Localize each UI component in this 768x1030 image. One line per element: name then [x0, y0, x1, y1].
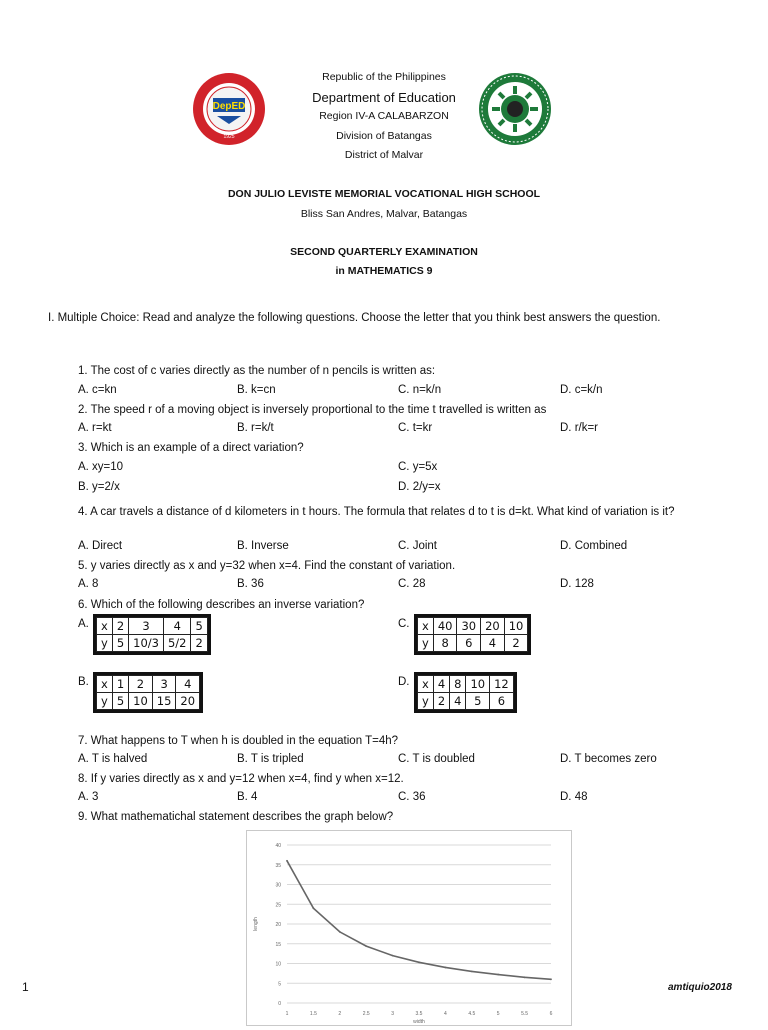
q7-option-b: B. T is tripled: [237, 753, 304, 765]
table-cell: x: [97, 676, 113, 693]
school-name: DON JULIO LEVISTE MEMORIAL VOCATIONAL HIGH SCHOOL: [227, 188, 541, 200]
table-cell: y: [97, 635, 113, 652]
table-cell: 5: [191, 618, 207, 635]
question-3: 3. Which is an example of a direct variation?: [78, 442, 304, 454]
data-point: [286, 860, 288, 862]
table-cell: 2: [191, 635, 207, 652]
table-cell: 5/2: [163, 635, 191, 652]
question-2: 2. The speed r of a moving object is inversely proportional to the time t travelled is written as: [78, 404, 547, 416]
q6-label-b: B.: [78, 676, 89, 688]
table-cell: x: [97, 618, 113, 635]
q2-option-d: D. r/k=r: [560, 422, 599, 434]
q6-label-c: C.: [398, 618, 410, 630]
question-1: 1. The cost of c varies directly as the number of n pencils is written as:: [78, 365, 436, 377]
question-8: 8. If y varies directly as x and y=12 when x=4, find y when x=12.: [78, 773, 404, 785]
table-cell: y: [418, 635, 434, 652]
data-point: [524, 976, 526, 978]
table-cell: 4: [176, 676, 200, 693]
q6-label-d: D.: [398, 676, 410, 688]
q2-option-a: A. r=kt: [78, 422, 112, 434]
y-tick-label: 10: [275, 961, 281, 968]
data-point: [550, 978, 552, 980]
q5-option-d: D. 128: [560, 578, 594, 590]
q3-option-d: D. 2/y=x: [398, 481, 441, 493]
x-tick-label: 2: [338, 1011, 342, 1017]
x-tick-label: 2.5: [362, 1011, 370, 1017]
table-cell: 4: [450, 693, 466, 710]
seal-left-year: 1925: [223, 134, 235, 140]
question-6: 6. Which of the following describes an inverse variation?: [78, 599, 365, 611]
q5-option-c: C. 28: [398, 578, 426, 590]
question-7: 7. What happens to T when h is doubled in the equation T=4h?: [78, 735, 399, 747]
table-cell: 5: [112, 635, 128, 652]
table-cell: y: [97, 693, 113, 710]
republic-text: Republic of the Philippines: [322, 71, 446, 83]
y-tick-label: 20: [275, 922, 281, 928]
q8-option-a: A. 3: [78, 791, 99, 803]
data-point: [418, 961, 420, 963]
table-cell: 10: [129, 693, 153, 710]
table-cell: 15: [152, 693, 176, 710]
table-cell: 2: [504, 635, 528, 652]
district-text: District of Malvar: [344, 149, 424, 161]
q8-option-b: B. 4: [237, 791, 258, 803]
table-cell: 12: [490, 676, 514, 693]
q1-option-b: B. k=cn: [237, 384, 276, 396]
q4-option-a: A. Direct: [78, 540, 123, 552]
data-point: [365, 945, 367, 947]
x-tick-label: 1: [285, 1011, 289, 1017]
table-cell: x: [418, 676, 434, 693]
table-cell: 2: [433, 693, 449, 710]
q4-option-d: D. Combined: [560, 540, 628, 552]
q3-option-c: C. y=5x: [398, 461, 438, 473]
q6-table-a: [93, 614, 211, 655]
data-point: [445, 967, 447, 969]
q5-option-a: A. 8: [78, 578, 99, 590]
table-cell: 6: [490, 693, 514, 710]
q6-table-d: [414, 672, 517, 713]
q6-label-a: A.: [78, 618, 89, 630]
q5-option-b: B. 36: [237, 578, 264, 590]
y-tick-label: 35: [275, 862, 281, 869]
table-cell: y: [418, 693, 434, 710]
table-cell: x: [418, 618, 434, 635]
table-cell: 20: [481, 618, 505, 635]
y-tick-label: 25: [275, 902, 281, 909]
line-chart: [247, 831, 571, 1025]
school-address: Bliss San Andres, Malvar, Batangas: [300, 208, 468, 220]
table-cell: 40: [433, 618, 457, 635]
q6-table-c: [414, 614, 531, 655]
y-tick-label: 15: [275, 941, 281, 948]
department-text: Department of Education: [312, 89, 456, 105]
q2-option-b: B. r=k/t: [237, 422, 274, 434]
q3-option-a: A. xy=10: [78, 461, 124, 473]
y-tick-label: 0: [278, 1001, 281, 1007]
table-cell: 1: [112, 676, 128, 693]
q1-option-a: A. c=kn: [78, 384, 117, 396]
q7-option-a: A. T is halved: [78, 753, 148, 765]
q7-option-c: C. T is doubled: [398, 753, 475, 765]
table-cell: 30: [457, 618, 481, 635]
table-cell: 4: [163, 618, 191, 635]
x-tick-label: 5: [496, 1011, 500, 1017]
exam-title: SECOND QUARTERLY EXAMINATION: [290, 246, 478, 258]
y-tick-label: 5: [278, 981, 281, 988]
division-text: Division of Batangas: [336, 129, 432, 142]
q6-table-b: [93, 672, 203, 713]
y-tick-label: 40: [275, 843, 281, 849]
table-cell: 10: [504, 618, 528, 635]
table-cell: 3: [152, 676, 176, 693]
q4-option-c: C. Joint: [398, 540, 437, 552]
data-point: [497, 974, 499, 976]
x-tick-label: 3.5: [415, 1011, 423, 1017]
table-cell: 5: [466, 693, 490, 710]
page-number: 1: [22, 980, 29, 994]
q3-option-b: B. y=2/x: [78, 481, 120, 493]
x-axis-label: width: [413, 1019, 425, 1025]
q2-option-c: C. t=kr: [398, 422, 433, 434]
q1-option-c: C. n=k/n: [398, 384, 442, 396]
data-point: [392, 955, 394, 957]
question-4: 4. A car travels a distance of d kilometers in t hours. The formula that relates d to t is d=kt. What kind of variation is it?: [78, 506, 675, 518]
q7-option-d: D. T becomes zero: [560, 753, 657, 765]
x-tick-label: 6: [549, 1011, 553, 1017]
q8-option-c: C. 36: [398, 791, 426, 803]
x-tick-label: 5.5: [521, 1011, 529, 1017]
author-tag: amtiquio2018: [668, 982, 732, 993]
table-cell: 5: [112, 693, 128, 710]
table-cell: 4: [481, 635, 505, 652]
q9-graph: [246, 830, 572, 1026]
x-tick-label: 4.5: [468, 1011, 476, 1017]
region-text: Region IV-A CALABARZON: [319, 110, 449, 122]
y-tick-label: 30: [275, 882, 281, 889]
y-axis-label: length: [253, 917, 259, 931]
table-cell: 3: [129, 618, 164, 635]
table-cell: 8: [433, 635, 457, 652]
table-cell: 10: [466, 676, 490, 693]
exam-subject: in MATHEMATICS 9: [335, 265, 433, 277]
table-cell: 10/3: [129, 635, 164, 652]
data-point: [313, 907, 315, 909]
q4-option-b: B. Inverse: [237, 540, 289, 552]
x-tick-label: 3: [391, 1011, 394, 1017]
table-cell: 2: [112, 618, 128, 635]
letterhead: [0, 68, 768, 166]
data-point: [339, 931, 341, 933]
seal-left-text: DepED: [212, 101, 246, 112]
table-cell: 20: [176, 693, 200, 710]
data-point: [471, 971, 473, 973]
table-cell: 8: [450, 676, 466, 693]
x-tick-label: 4: [444, 1011, 447, 1017]
table-cell: 6: [457, 635, 481, 652]
q8-option-d: D. 48: [560, 791, 588, 803]
instructions: I. Multiple Choice: Read and analyze the following questions. Choose the letter that you think best answers the question.: [48, 312, 661, 324]
table-cell: 2: [129, 676, 153, 693]
question-9: 9. What mathematichal statement describes the graph below?: [78, 811, 394, 823]
table-cell: 4: [433, 676, 449, 693]
question-5: 5. y varies directly as x and y=32 when x=4. Find the constant of variation.: [78, 560, 456, 572]
q1-option-d: D. c=k/n: [560, 384, 603, 396]
x-tick-label: 1.5: [309, 1011, 317, 1017]
